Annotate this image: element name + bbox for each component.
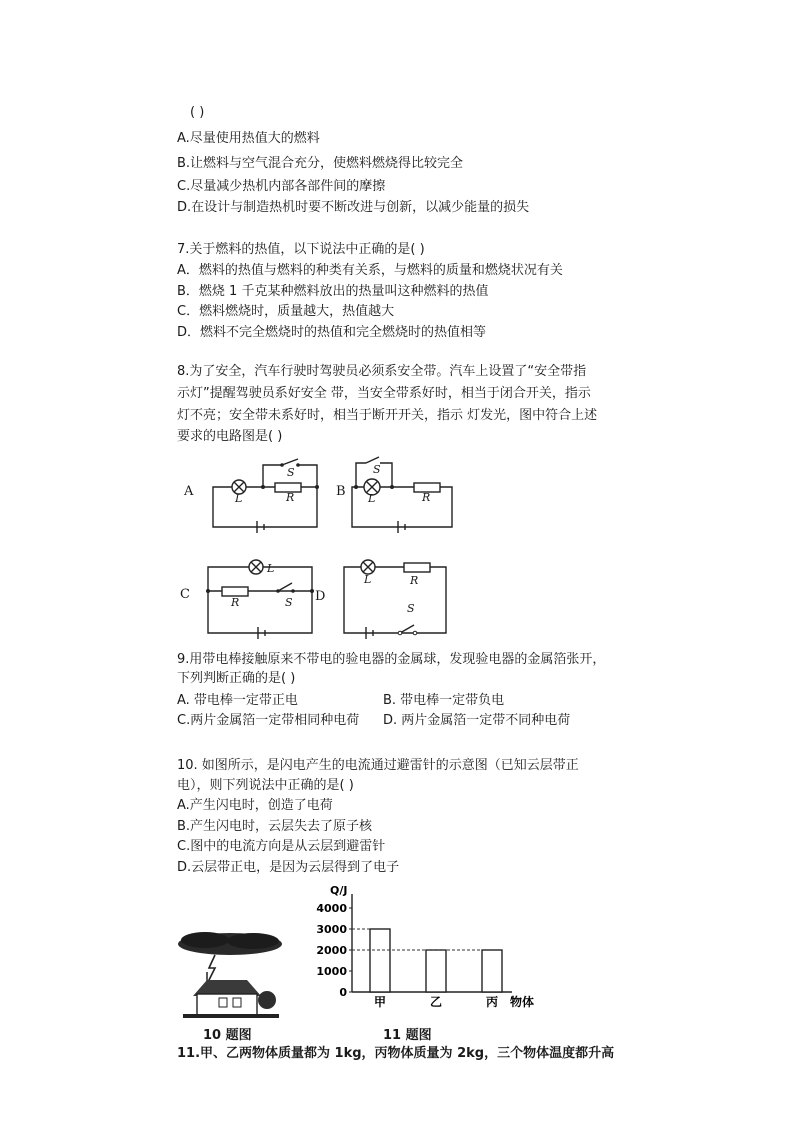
q8-stem-line-2: 示灯”提醒驾驶员系好安全 带，当安全带系好时，相当于闭合开关，指示 <box>177 386 591 401</box>
y-tick-label: 3000 <box>316 923 347 936</box>
q9-stem-line-2: 下列判断正确的是( ) <box>177 671 296 686</box>
q9-option-b: B. 带电棒一定带负电 <box>383 693 505 708</box>
q7-stem: 7.关于燃料的热值，以下说法中正确的是( ) <box>177 242 425 257</box>
q7-option-b: B．燃烧 1 千克某种燃料放出的热量叫这种燃料的热值 <box>177 284 489 299</box>
y-tick-label: 0 <box>339 986 347 999</box>
y-tick-label: 2000 <box>316 944 347 957</box>
q6-answer-paren: ( ) <box>190 105 205 120</box>
circuit-b-switch-label: S <box>373 463 381 476</box>
circuit-c-diagram <box>200 553 325 638</box>
category-label-0: 甲 <box>373 995 387 1009</box>
circuit-b-diagram <box>346 455 466 535</box>
circuit-a-diagram <box>205 455 325 535</box>
category-label-2: 丙 <box>485 995 499 1009</box>
circuit-b-lamp-label: L <box>368 492 376 505</box>
q10-option-d: D.云层带正电，是因为云层得到了电子 <box>177 860 400 875</box>
q10-option-a: A.产生闪电时，创造了电荷 <box>177 798 333 813</box>
q10-option-c: C.图中的电流方向是从云层到避雷针 <box>177 839 386 854</box>
circuit-c-switch-label: S <box>285 596 293 609</box>
q7-option-d: D．燃料不完全燃烧时的热值和完全燃烧时的热值相等 <box>177 325 487 340</box>
category-label-1: 乙 <box>429 995 443 1009</box>
q7-option-a: A．燃料的热值与燃料的种类有关系，与燃料的质量和燃烧状况有关 <box>177 263 563 278</box>
circuit-a-label: A <box>184 484 194 499</box>
circuit-b-label: B <box>336 484 346 499</box>
q6-option-b: B.让燃料与空气混合充分，使燃料燃烧得比较完全 <box>177 156 464 171</box>
circuit-c-label: C <box>180 587 190 602</box>
circuit-a-lamp-label: L <box>235 492 243 505</box>
q6-option-a: A.尽量使用热值大的燃料 <box>177 131 320 146</box>
bar-1 <box>426 950 446 992</box>
circuit-a-resistor-label: R <box>286 491 295 504</box>
q8-stem-line-4: 要求的电路图是( ) <box>177 429 283 444</box>
q9-stem-line-1: 9.用带电棒接触原来不带电的验电器的金属球，发现验电器的金属箔张开， <box>177 652 606 667</box>
q6-option-c: C.尽量减少热机内部各部件间的摩擦 <box>177 179 386 194</box>
q10-stem-line-2: 电），则下列说法中正确的是( ) <box>177 778 354 793</box>
x-axis-label: 物体 <box>510 995 535 1009</box>
circuit-d-resistor-label: R <box>410 574 419 587</box>
bar-0 <box>370 929 390 992</box>
q10-stem-line-1: 10. 如图所示，是闪电产生的电流通过避雷针的示意图（已知云层带正 <box>177 758 579 773</box>
q7-option-c: C．燃料燃烧时，质量越大，热值越大 <box>177 304 395 319</box>
bar-2 <box>482 950 502 992</box>
circuit-d-lamp-label: L <box>364 573 372 586</box>
y-tick-label: 1000 <box>316 965 347 978</box>
lightning-house-figure <box>175 928 285 1018</box>
circuit-a-switch-label: S <box>287 466 295 479</box>
q9-option-c: C.两片金属箔一定带相同种电荷 <box>177 713 360 728</box>
circuit-c-resistor-label: R <box>231 596 240 609</box>
y-tick-label: 4000 <box>316 902 347 915</box>
figure-10-caption: 10 题图 <box>203 1028 252 1043</box>
q8-stem-line-1: 8.为了安全，汽车行驶时驾驶员必须系安全带。汽车上设置了“安全带指 <box>177 364 587 379</box>
q10-option-b: B.产生闪电时，云层失去了原子核 <box>177 819 373 834</box>
q9-option-d: D. 两片金属箔一定带不同种电荷 <box>383 713 571 728</box>
q8-stem-line-3: 灯不亮；安全带未系好时，相当于断开开关，指示 灯发光，图中符合上述 <box>177 408 598 423</box>
q6-option-d: D.在设计与制造热机时要不断改进与创新，以减少能量的损失 <box>177 200 530 215</box>
q11-stem-line-1: 11.甲、乙两物体质量都为 1kg，丙物体质量为 2kg，三个物体温度都升高 <box>177 1046 615 1061</box>
circuit-d-diagram <box>338 553 456 638</box>
circuit-c-lamp-label: L <box>267 562 275 575</box>
circuit-b-resistor-label: R <box>422 491 431 504</box>
q9-option-a: A. 带电棒一定带正电 <box>177 693 298 708</box>
y-axis-label: Q/J <box>330 884 348 897</box>
figure-11-caption: 11 题图 <box>383 1028 432 1043</box>
circuit-d-switch-label: S <box>407 602 415 615</box>
circuit-d-label: D <box>315 589 326 604</box>
heat-bar-chart <box>308 882 535 1012</box>
